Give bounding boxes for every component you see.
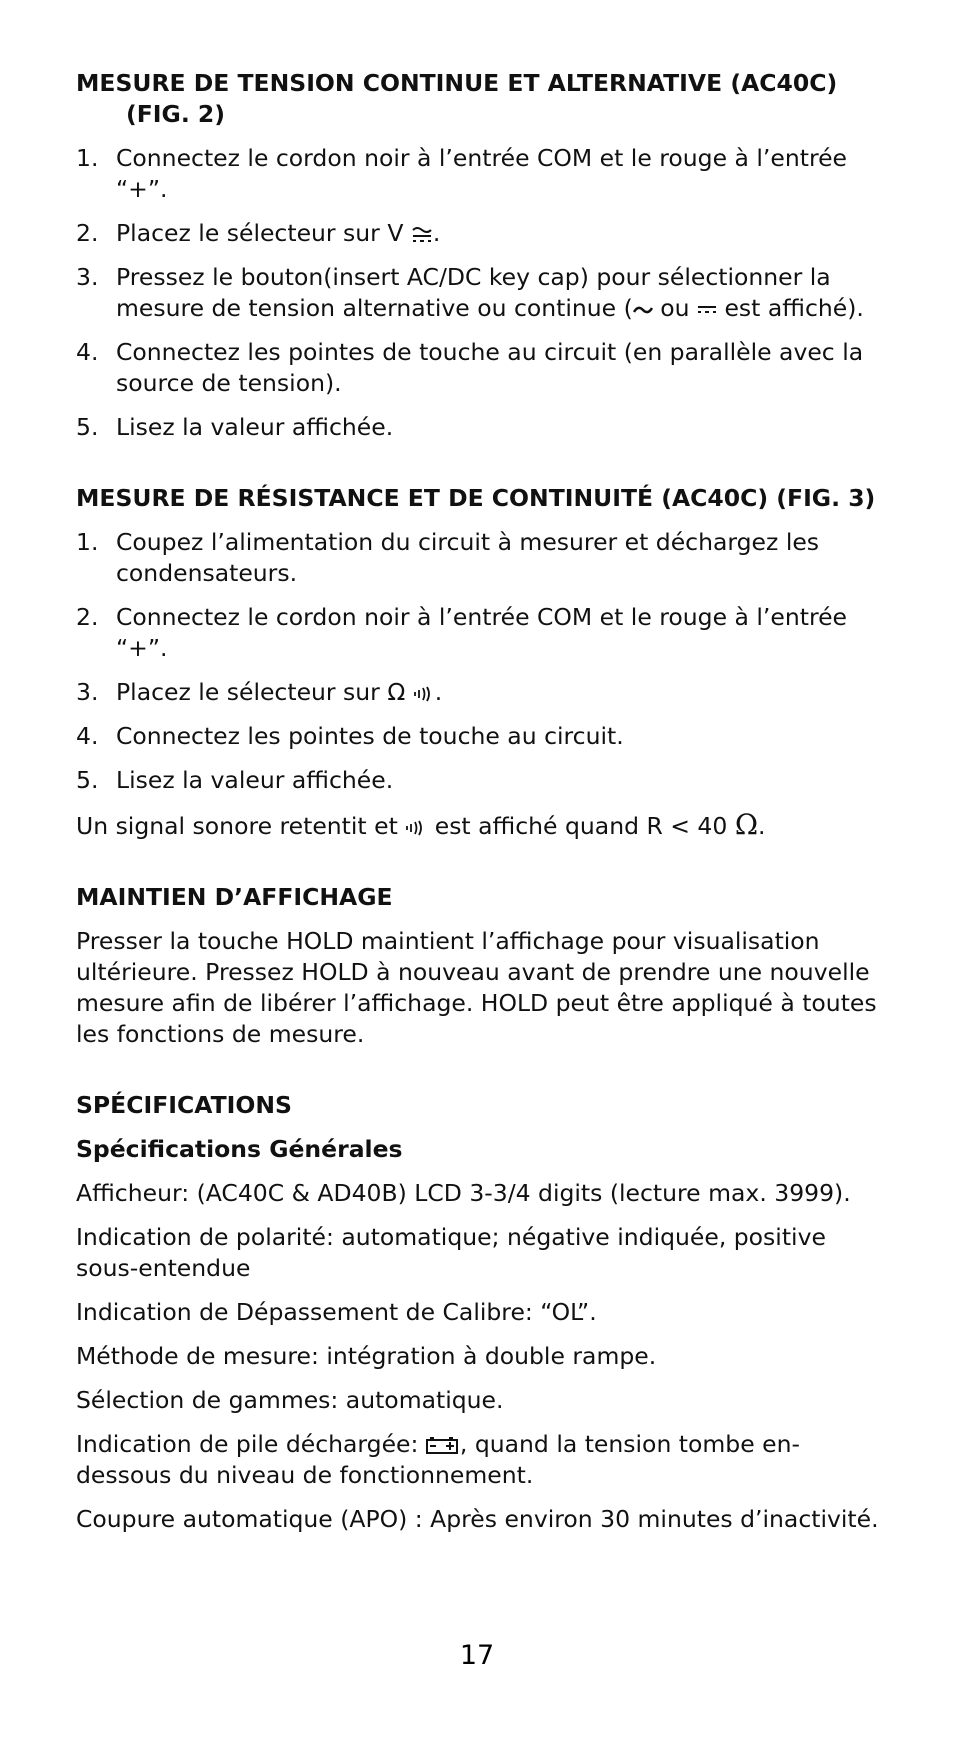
voltage-steps <box>76 143 886 443</box>
step-number: 1. <box>76 144 99 172</box>
step-number: 2. <box>76 219 99 247</box>
step-text-part: Pressez le bouton(insert AC/DC key cap) pour sélectionner la mesure de tension alternative ou continue ( <box>116 263 831 322</box>
list-item <box>76 218 886 249</box>
step-text: Connectez le cordon noir à l’entrée COM et le rouge à l’entrée “+”. <box>116 603 848 662</box>
list-item <box>76 765 886 796</box>
step-text-part: Placez le sélecteur sur V <box>116 219 411 247</box>
ac-dc-icon <box>411 225 433 245</box>
low-battery-icon <box>426 1436 460 1456</box>
dc-icon <box>697 303 717 317</box>
step-text-part: . <box>432 219 441 247</box>
list-item <box>76 677 886 708</box>
section-specs-title: SPÉCIFICATIONS <box>76 1091 292 1119</box>
continuity-sound-icon <box>413 685 435 703</box>
page-number: 17 <box>459 1640 495 1671</box>
section-voltage-title <box>76 68 886 130</box>
step-text: Connectez le cordon noir à l’entrée COM et le rouge à l’entrée “+”. <box>116 144 848 203</box>
step-text: Coupez l’alimentation du circuit à mesurer et déchargez les condensateurs. <box>116 528 820 587</box>
list-item <box>76 721 886 752</box>
note-text: est affiché quand R < 40 <box>427 812 735 840</box>
section-voltage-title-line2: (FIG. 2) <box>126 100 226 128</box>
spec-method: Méthode de mesure: intégration à double rampe. <box>76 1342 657 1370</box>
list-item <box>76 337 886 399</box>
section-resistance-title: MESURE DE RÉSISTANCE ET DE CONTINUITÉ (AC40C) (FIG. 3) <box>76 484 876 512</box>
section-hold-title: MAINTIEN D’AFFICHAGE <box>76 883 393 911</box>
spec-text: Indication de pile déchargée: <box>76 1430 426 1458</box>
spec-text: , quand la tension tombe en-dessous du niveau de fonctionnement. <box>76 1430 800 1489</box>
step-text <box>116 218 886 249</box>
spec-polarity: Indication de polarité: automatique; négative indiquée, positive sous-entendue <box>76 1223 826 1282</box>
step-number: 2. <box>76 603 99 631</box>
list-item <box>76 262 886 324</box>
step-number: 4. <box>76 338 99 366</box>
step-text-part: ou <box>652 294 697 322</box>
resistance-steps <box>76 527 886 796</box>
note-text: . <box>758 812 766 840</box>
step-number: 1. <box>76 528 99 556</box>
step-text: Connectez les pointes de touche au circuit. <box>116 722 624 750</box>
step-text <box>116 677 886 708</box>
ac-wave-icon <box>633 303 653 317</box>
spec-apo: Coupure automatique (APO) : Après environ 30 minutes d’inactivité. <box>76 1505 879 1533</box>
step-text: Lisez la valeur affichée. <box>116 413 394 441</box>
continuity-sound-icon <box>405 819 427 837</box>
manual-page <box>76 68 886 1535</box>
spec-display: Afficheur: (AC40C & AD40B) LCD 3-3/4 digits (lecture max. 3999). <box>76 1179 851 1207</box>
step-number: 3. <box>76 678 99 706</box>
step-text-part: . <box>434 678 443 706</box>
spec-overrange: Indication de Dépassement de Calibre: “OL”. <box>76 1298 597 1326</box>
spec-battery <box>76 1429 886 1491</box>
list-item <box>76 412 886 443</box>
specs-subtitle: Spécifications Générales <box>76 1135 403 1163</box>
hold-paragraph: Presser la touche HOLD maintient l’affichage pour visualisation ultérieure. Pressez HOLD à nouveau avant de prendre une nouvelle mesure afin de libérer l’affichage. HOLD peut être appliqué à toutes les fonctions de mesure. <box>76 927 877 1048</box>
step-number: 5. <box>76 413 99 441</box>
list-item <box>76 143 886 205</box>
step-text-part: Placez le sélecteur sur Ω <box>116 678 413 706</box>
section-specs <box>76 1090 886 1535</box>
step-number: 5. <box>76 766 99 794</box>
step-number: 3. <box>76 263 99 291</box>
spec-ranging: Sélection de gammes: automatique. <box>76 1386 504 1414</box>
step-number: 4. <box>76 722 99 750</box>
list-item <box>76 527 886 589</box>
note-text: Un signal sonore retentit et <box>76 812 406 840</box>
omega-symbol: Ω <box>734 808 759 841</box>
continuity-note <box>76 809 886 842</box>
section-voltage <box>76 68 886 443</box>
step-text <box>116 262 886 324</box>
section-hold <box>76 882 886 1050</box>
step-text: Connectez les pointes de touche au circuit (en parallèle avec la source de tension). <box>116 338 864 397</box>
step-text-part: est affiché). <box>717 294 864 322</box>
list-item <box>76 602 886 664</box>
step-text: Lisez la valeur affichée. <box>116 766 394 794</box>
section-voltage-title-line1: MESURE DE TENSION CONTINUE ET ALTERNATIVE (AC40C) <box>76 69 838 97</box>
section-resistance <box>76 483 886 842</box>
